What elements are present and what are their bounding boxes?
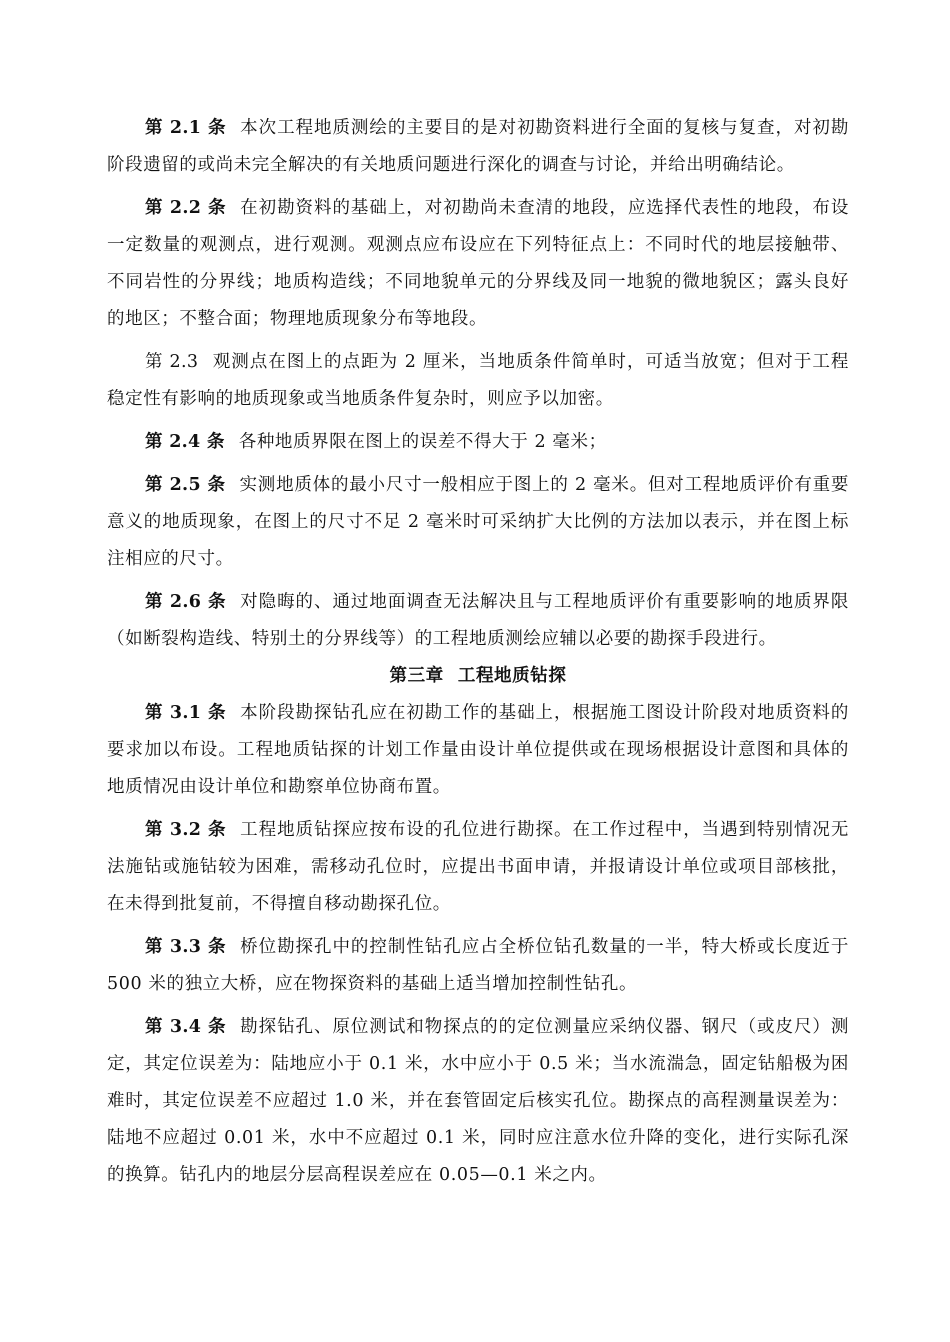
article-text: 各种地质界限在图上的误差不得大于 2 毫米；	[238, 432, 607, 452]
article-text: 桥位勘探孔中的控制性钻孔应占全桥位钻孔数量的一半，特大桥或长度近于 500 米的独立大桥，应在物探资料的基础上适当增加控制性钻孔。	[107, 937, 849, 994]
article-2-6	[107, 584, 849, 658]
article-3-2	[107, 812, 849, 923]
article-2-3	[107, 344, 849, 418]
article-text: 本阶段勘探钻孔应在初勘工作的基础上，根据施工图设计阶段对地质资料的要求加以布设。工程地质钻探的计划工作量由设计单位提供或在现场根据设计意图和具体的地质情况由设计单位和勘察单位协商布置。	[107, 703, 849, 797]
article-2-5	[107, 467, 849, 578]
chapter-title: 工程地质钻探	[457, 666, 567, 686]
chapter-heading	[107, 658, 849, 695]
article-number: 第 3.3 条	[145, 937, 227, 957]
article-text: 勘探钻孔、原位测试和物探点的的定位测量应采纳仪器、钢尺（或皮尺）测定，其定位误差为：陆地应小于 0.1 米，水中应小于 0.5 米；当水流湍急，固定钻船极为困难时，其定位误差不应超过 1.0 米，并在套管固定后核实孔位。勘探点的高程测量误差为：陆地不应超过 0.01 米，水中不应超过 0.1 米，同时应注意水位升降的变化，进行实际孔深的换算。钻孔内的地层分层高程误差应在 0.05—0.1 米之内。	[107, 1017, 849, 1185]
article-number: 第 3.1 条	[145, 703, 227, 723]
article-text: 在初勘资料的基础上，对初勘尚未查清的地段，应选择代表性的地段，布设一定数量的观测点，进行观测。观测点应布设应在下列特征点上：不同时代的地层接触带、不同岩性的分界线；地质构造线；不同地貌单元的分界线及同一地貌的微地貌区；露头良好的地区；不整合面；物理地质现象分布等地段。	[107, 198, 849, 329]
article-3-3	[107, 929, 849, 1003]
article-number: 第 2.6 条	[145, 592, 227, 612]
article-3-1	[107, 695, 849, 806]
article-number: 第 2.2 条	[145, 198, 227, 218]
article-text: 观测点在图上的点距为 2 厘米，当地质条件简单时，可适当放宽；但对于工程稳定性有影响的地质现象或当地质条件复杂时，则应予以加密。	[107, 352, 849, 409]
article-number: 第 2.5 条	[145, 475, 226, 495]
article-number: 第 2.4 条	[145, 432, 225, 452]
article-number: 第 3.4 条	[145, 1017, 227, 1037]
article-2-1	[107, 110, 849, 184]
article-2-2	[107, 190, 849, 338]
article-text: 对隐晦的、通过地面调查无法解决且与工程地质评价有重要影响的地质界限（如断裂构造线、特别土的分界线等）的工程地质测绘应辅以必要的勘探手段进行。	[107, 592, 849, 649]
article-2-4	[107, 424, 849, 461]
article-number: 第 2.1 条	[145, 118, 227, 138]
article-text: 本次工程地质测绘的主要目的是对初勘资料进行全面的复核与复查，对初勘阶段遗留的或尚未完全解决的有关地质问题进行深化的调查与讨论，并给出明确结论。	[107, 118, 849, 175]
chapter-number: 第三章	[389, 666, 444, 686]
article-number: 第 3.2 条	[145, 820, 227, 840]
document-page	[107, 110, 849, 1200]
article-3-4	[107, 1009, 849, 1194]
article-text: 工程地质钻探应按布设的孔位进行勘探。在工作过程中，当遇到特别情况无法施钻或施钻较为困难，需移动孔位时，应提出书面申请，并报请设计单位或项目部核批，在未得到批复前，不得擅自移动勘探孔位。	[107, 820, 849, 914]
article-text: 实测地质体的最小尺寸一般相应于图上的 2 毫米。但对工程地质评价有重要意义的地质现象，在图上的尺寸不足 2 毫米时可采纳扩大比例的方法加以表示，并在图上标注相应的尺寸。	[107, 475, 850, 569]
article-number: 第 2.3	[145, 352, 199, 372]
